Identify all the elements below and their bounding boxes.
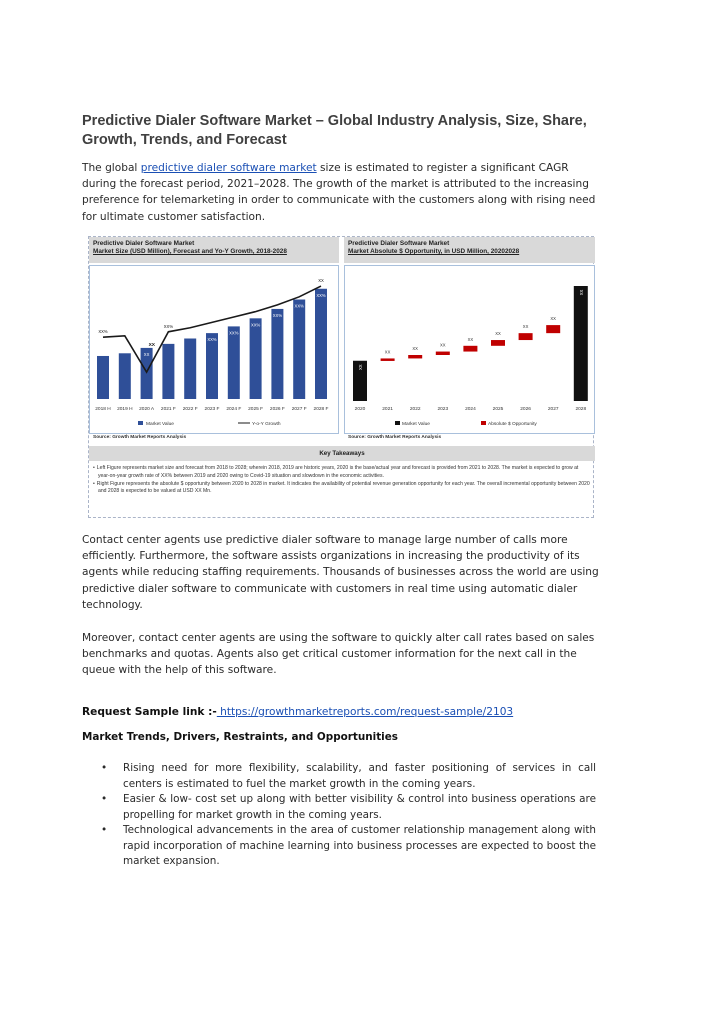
key-takeaway-item: • Right Figure represents the absolute $ opportunity between 2020 to 2028 in market. It indicates the availability of potential revenue generation opportunity for each year. The overall incremental opportunity between 2020 and 2028 is expected to be valued at USD XX Mn. <box>93 481 591 497</box>
bullet-icon: • <box>101 762 108 774</box>
market-link[interactable]: predictive dialer software market <box>140 162 317 174</box>
request-sample-label: Request Sample link :- <box>82 706 217 718</box>
market-value-bar <box>293 300 305 399</box>
market-value-bar <box>184 339 196 400</box>
intro-paragraph <box>82 160 602 225</box>
bar-data-label: XX% <box>229 330 239 336</box>
line-data-label: XX% <box>98 329 108 335</box>
bar-data-label: XX <box>143 351 150 357</box>
legend-swatch-absolute-opportunity <box>481 421 486 425</box>
absolute-opportunity-bar <box>519 333 533 340</box>
right-chart-title: Predictive Dialer Software Market <box>348 240 450 247</box>
market-infographic <box>88 236 594 518</box>
x-tick-label: 2020 A <box>139 407 155 412</box>
bar-data-label: XX% <box>272 312 283 318</box>
x-tick-label: 2025 F <box>248 407 264 412</box>
x-tick-label: 2022 F <box>182 407 198 412</box>
list-item <box>98 792 596 823</box>
market-value-bar <box>119 353 131 399</box>
bar-data-label: XX <box>384 349 391 355</box>
bar-data-label: XX <box>440 342 446 348</box>
left-chart-title: Predictive Dialer Software Market <box>93 240 195 247</box>
page-title: Predictive Dialer Software Market – Global Industry Analysis, Size, Share, Growth, Trends, and Forecast <box>82 113 587 148</box>
x-tick-label: 2026 F <box>269 407 285 412</box>
line-data-label: XX% <box>163 323 174 329</box>
absolute-opportunity-bar <box>436 352 450 355</box>
x-tick-label: 2027 F <box>291 407 307 412</box>
x-tick-label: 2023 <box>437 407 449 412</box>
body-paragraph: Contact center agents use predictive dialer software to manage large number of calls more efficiently. Furthermore, the software assists organizations in increasing the productivity of its agents while reducing staffing requirements. Thousands of businesses across the world are using predictive dialer software to communicate with customers in real time using automatic dialer technology. <box>82 534 599 611</box>
left-chart-source: Source: Growth Market Reports Analysis <box>93 435 187 440</box>
section-heading: Market Trends, Drivers, Restraints, and Opportunities <box>82 731 398 743</box>
bar-data-label: XX% <box>316 292 326 298</box>
x-tick-label: 2024 <box>465 407 476 412</box>
x-tick-label: 2021 F <box>160 407 176 412</box>
x-tick-label: 2027 <box>547 407 559 412</box>
x-tick-label: 2028 F <box>313 407 329 412</box>
list-item <box>98 823 596 870</box>
x-tick-label: 2021 <box>382 407 393 412</box>
bar-data-label: XX <box>467 336 474 342</box>
legend-swatch-market-value <box>138 421 143 425</box>
x-tick-label: 2018 H <box>95 407 111 412</box>
absolute-opportunity-bar <box>546 325 560 333</box>
absolute-opportunity-bar <box>381 358 395 361</box>
bar-data-label: XX% <box>294 303 304 309</box>
trends-list <box>98 761 596 870</box>
market-value-bar <box>250 318 262 399</box>
bar-data-label: XX% <box>207 337 217 343</box>
market-value-bar <box>574 286 588 401</box>
market-value-bar <box>315 289 327 399</box>
bullet-icon: • <box>101 793 108 805</box>
market-value-bar <box>228 326 240 399</box>
market-size-chart <box>89 265 339 434</box>
bar-data-label: XX <box>148 343 156 349</box>
x-tick-label: 2023 F <box>204 407 220 412</box>
list-item-text: Easier & low- cost set up along with better visibility & control into business operations are propelling for market growth in the coming years. <box>123 793 596 821</box>
x-tick-label: 2024 F <box>226 407 242 412</box>
bullet-icon: • <box>101 824 108 836</box>
list-item-text: Rising need for more flexibility, scalability, and faster positioning of services in call centers is estimated to fuel the market growth in the coming years. <box>123 762 596 790</box>
legend-label: Y-o-Y Growth <box>252 422 281 427</box>
x-tick-label: 2022 <box>409 407 421 412</box>
request-sample-link[interactable]: https://growthmarketreports.com/request-sample/2103 <box>216 706 514 718</box>
x-tick-label: 2025 <box>492 407 504 412</box>
absolute-opportunity-chart <box>344 265 595 434</box>
market-value-bar <box>162 344 174 399</box>
bar-data-label: XX% <box>250 322 261 328</box>
left-chart-subtitle: Market Size (USD Million), Forecast and Yo-Y Growth, 2018-2028 <box>93 248 287 256</box>
x-tick-label: 2028 <box>575 407 587 412</box>
key-takeaways-heading: Key Takeaways <box>89 446 595 461</box>
request-sample-line <box>82 704 513 720</box>
legend-label: Absolute $ Opportunity <box>488 422 537 427</box>
line-data-label: XX <box>318 278 324 284</box>
bar-data-label: XX <box>495 331 501 337</box>
intro-text-after: size is estimated to register a significant CAGR during the forecast period, 2021–2028. The growth of the market is attributed to the increasing preference for telemarketing in order to communicate with the customers along with rising need for ultimate customer satisfaction. <box>82 162 596 223</box>
list-item-text: Technological advancements in the area of customer relationship management along with rapid incorporation of machine learning into business processes are expected to boost the market expansion. <box>123 824 596 867</box>
legend-label: Market Value <box>402 422 430 427</box>
market-size-chart-svg <box>90 266 340 435</box>
key-takeaways-list <box>93 465 591 496</box>
bar-data-label: XX <box>412 346 418 351</box>
right-chart-subtitle: Market Absolute $ Opportunity, in USD Million, 20202028 <box>348 248 520 256</box>
x-tick-label: 2020 <box>354 407 366 412</box>
body-paragraph: Moreover, contact center agents are using the software to quickly alter call rates based on sales benchmarks and quotas. Agents also get critical customer information for the next call in the queue with the help of this software. <box>82 632 595 677</box>
key-takeaway-item: • Left Figure represents market size and forecast from 2018 to 2028; wherein 2018, 2019 are historic years, 2020 is the base/actual year and forecast is provided from 2021 to 2028. The market is expected to grow at year-on-year growth rate of XX% between 2019 and 2020 owing to Covid-19 situation and slowdown in the economic activities. <box>93 465 591 481</box>
list-item <box>98 761 596 792</box>
left-chart-header <box>89 237 339 263</box>
legend-swatch-market-value <box>395 421 400 425</box>
bar-data-label: XX <box>550 316 556 322</box>
x-tick-label: 2019 H <box>117 407 133 412</box>
absolute-opportunity-bar <box>463 346 477 352</box>
bar-data-label: XX <box>578 289 584 296</box>
bar-data-label: XX <box>358 364 363 371</box>
right-chart-header <box>344 237 595 263</box>
bar-data-label: XX <box>522 324 529 330</box>
x-tick-label: 2026 <box>520 407 531 412</box>
legend-label: Market Value <box>146 422 174 427</box>
absolute-opportunity-bar <box>491 340 505 346</box>
market-value-bar <box>206 333 218 399</box>
absolute-opportunity-chart-svg <box>345 266 596 435</box>
intro-text-before: The global <box>82 162 141 174</box>
market-value-bar <box>271 309 283 399</box>
right-chart-source: Source: Growth Market Reports Analysis <box>348 435 442 440</box>
absolute-opportunity-bar <box>408 355 422 358</box>
market-value-bar <box>97 356 109 399</box>
